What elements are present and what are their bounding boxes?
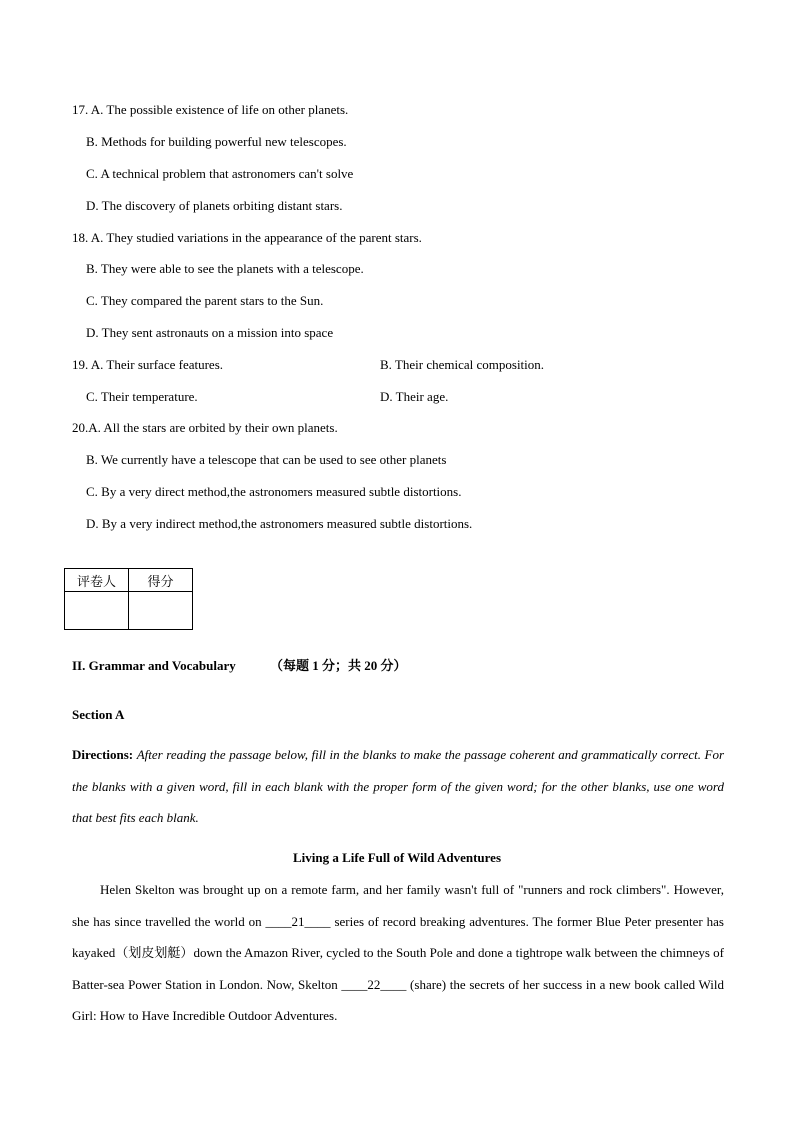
q19-option-a: 19. A. Their surface features. [72, 357, 224, 372]
directions-label: Directions: [72, 747, 134, 762]
grader-cell[interactable] [65, 592, 129, 630]
score-table [64, 568, 193, 630]
q18-option-c: C. They compared the parent stars to the Sun. [86, 293, 324, 308]
q20-option-a: 20.A. All the stars are orbited by their own planets. [72, 420, 338, 435]
q18-option-b: B. They were able to see the planets with a telescope. [86, 261, 364, 276]
q18-option-d: D. They sent astronauts on a mission into space [86, 325, 334, 340]
q17-option-b: B. Methods for building powerful new telescopes. [86, 134, 347, 149]
grader-header: 评卷人 [65, 569, 129, 592]
q19-option-d: D. Their age. [380, 389, 449, 404]
directions [72, 739, 724, 834]
section-a-label: Section A [72, 707, 125, 722]
q18-option-a: 18. A. They studied variations in the appearance of the parent stars. [72, 230, 422, 245]
score-cell[interactable] [129, 592, 193, 630]
section-heading: II. Grammar and Vocabulary [72, 658, 236, 673]
score-header: 得分 [129, 569, 193, 592]
q20-option-b: B. We currently have a telescope that can be used to see other planets [86, 452, 447, 467]
q17-option-d: D. The discovery of planets orbiting distant stars. [86, 198, 343, 213]
q19-option-b: B. Their chemical composition. [380, 357, 545, 372]
section-points: （每题 1 分；共 20 分） [270, 658, 407, 673]
q17-option-a: 17. A. The possible existence of life on other planets. [72, 102, 349, 117]
q20-option-c: C. By a very direct method,the astronomers measured subtle distortions. [86, 484, 462, 499]
q20-option-d: D. By a very indirect method,the astronomers measured subtle distortions. [86, 516, 473, 531]
passage-text: Helen Skelton was brought up on a remote farm, and her family wasn't full of "runners and rock climbers". However, she has since travelled the world on ____21____ series of record breaking adventures. The former Blue Peter presenter has kayaked（划皮划艇）down the Amazon River, cycled to the South Pole and done a tightrope walk between the chimneys of Batter-sea Power Station in London. Now, Skelton ____22____ (share) the secrets of her success in a new book called Wild Girl: How to Have Incredible Outdoor Adventures. [72, 882, 724, 1023]
directions-text: After reading the passage below, fill in the blanks to make the passage coherent and grammatically correct. For the blanks with a given word, fill in each blank with the proper form of the given word; for the other blanks, use one word that best fits each blank. [72, 747, 724, 825]
q17-option-c: C. A technical problem that astronomers can't solve [86, 166, 354, 181]
passage-title: Living a Life Full of Wild Adventures [292, 850, 502, 865]
q19-option-c: C. Their temperature. [86, 389, 198, 404]
